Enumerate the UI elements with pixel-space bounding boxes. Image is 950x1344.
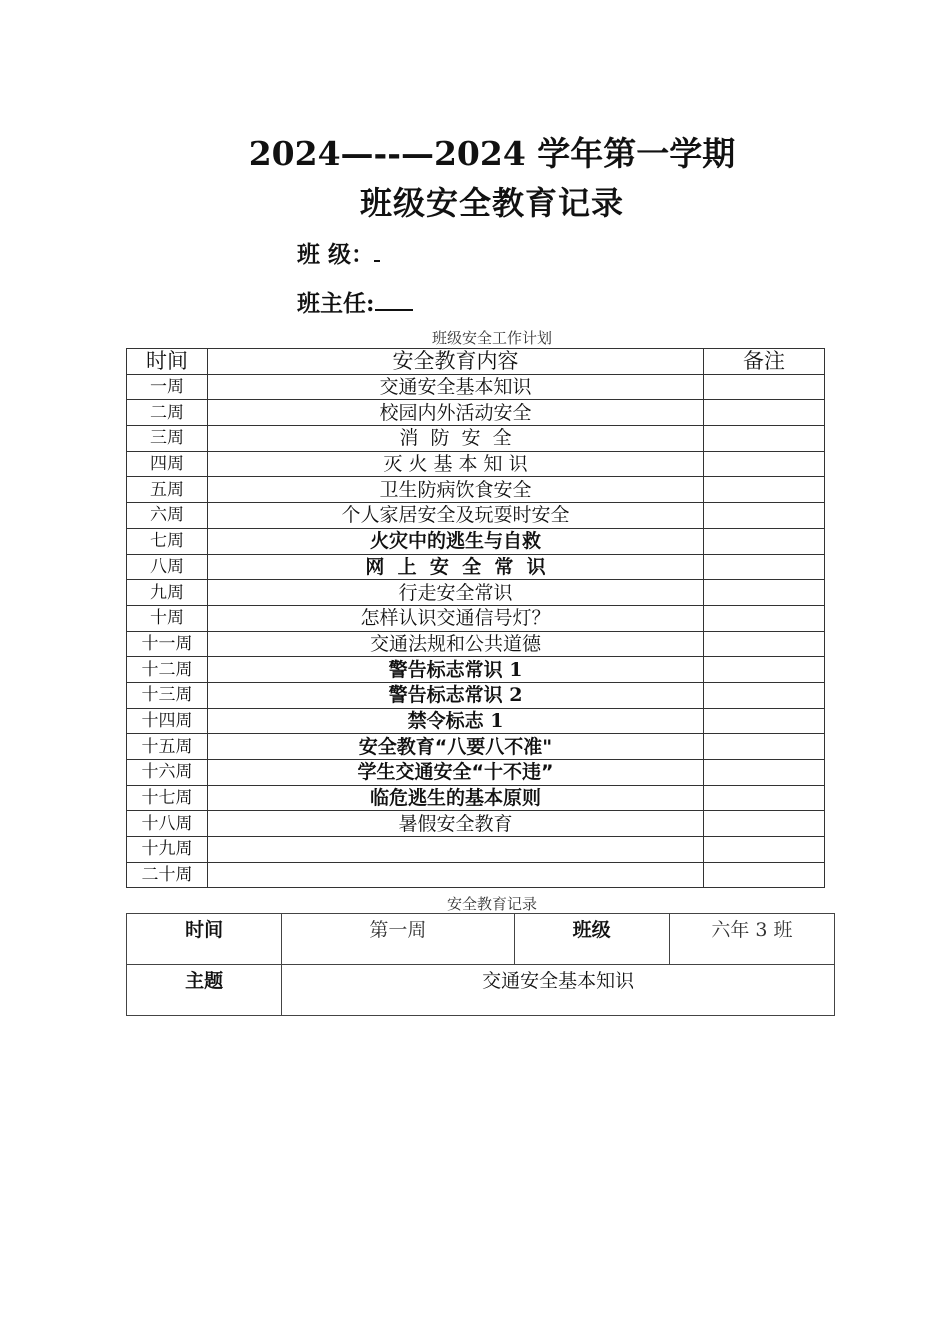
table-row: [127, 554, 825, 580]
week-cell: 九周: [127, 580, 208, 606]
note-cell: [704, 503, 825, 529]
record-row-topic: [127, 965, 835, 1016]
content-cell: [208, 862, 704, 888]
note-cell: [704, 734, 825, 760]
table-row: [127, 734, 825, 760]
document-title: 2024—--—2024 学年第一学期: [248, 134, 736, 173]
time-value: 第一周: [282, 914, 514, 965]
table-row: [127, 837, 825, 863]
table-row: [127, 451, 825, 477]
topic-value: 交通安全基本知识: [282, 965, 835, 1016]
document-subtitle: 班级安全教育记录: [359, 184, 624, 222]
header-time: 时间: [127, 349, 208, 375]
note-cell: [704, 477, 825, 503]
class-field: [297, 236, 380, 269]
table-row: [127, 862, 825, 888]
table-row: [127, 400, 825, 426]
note-cell: [704, 862, 825, 888]
table-row: [127, 811, 825, 837]
content-cell: [208, 837, 704, 863]
content-cell: 卫生防病饮食安全: [208, 477, 704, 503]
table-row: [127, 708, 825, 734]
table-row: [127, 374, 825, 400]
week-cell: 八周: [127, 554, 208, 580]
class-value: 六年 3 班: [669, 914, 834, 965]
note-cell: [704, 785, 825, 811]
class-label-cell: 班级: [514, 914, 669, 965]
safety-plan-table: [126, 348, 825, 888]
time-label: 时间: [127, 914, 282, 965]
table-row: [127, 657, 825, 683]
content-cell: 临危逃生的基本原则: [208, 785, 704, 811]
content-cell: 暑假安全教育: [208, 811, 704, 837]
week-cell: 六周: [127, 503, 208, 529]
week-cell: 二周: [127, 400, 208, 426]
note-cell: [704, 528, 825, 554]
content-cell: 校园内外活动安全: [208, 400, 704, 426]
note-cell: [704, 400, 825, 426]
week-cell: 十周: [127, 605, 208, 631]
class-blank: [374, 242, 380, 262]
table-row: [127, 760, 825, 786]
week-cell: 十八周: [127, 811, 208, 837]
table-row: [127, 682, 825, 708]
table-row: [127, 503, 825, 529]
plan-caption: 班级安全工作计划: [431, 329, 552, 347]
week-cell: 一周: [127, 374, 208, 400]
table-row: [127, 528, 825, 554]
week-cell: 十一周: [127, 631, 208, 657]
note-cell: [704, 811, 825, 837]
note-cell: [704, 682, 825, 708]
week-cell: 七周: [127, 528, 208, 554]
note-cell: [704, 657, 825, 683]
week-cell: 二十周: [127, 862, 208, 888]
note-cell: [704, 708, 825, 734]
table-row: [127, 426, 825, 452]
header-note: 备注: [704, 349, 825, 375]
teacher-field: [297, 285, 413, 318]
week-cell: 十三周: [127, 682, 208, 708]
note-cell: [704, 554, 825, 580]
note-cell: [704, 631, 825, 657]
content-cell: 警告标志常识 1: [208, 657, 704, 683]
table-row: [127, 631, 825, 657]
record-caption: 安全教育记录: [446, 895, 537, 913]
table-row: [127, 580, 825, 606]
note-cell: [704, 426, 825, 452]
week-cell: 十七周: [127, 785, 208, 811]
note-cell: [704, 837, 825, 863]
header-content: 安全教育内容: [208, 349, 704, 375]
week-cell: 十五周: [127, 734, 208, 760]
content-cell: 火灾中的逃生与自救: [208, 528, 704, 554]
content-cell: 交通安全基本知识: [208, 374, 704, 400]
topic-label: 主题: [127, 965, 282, 1016]
week-cell: 十九周: [127, 837, 208, 863]
table-row: [127, 605, 825, 631]
content-cell: 网 上 安 全 常 识: [208, 554, 704, 580]
week-cell: 三周: [127, 426, 208, 452]
note-cell: [704, 374, 825, 400]
teacher-label: 班主任:: [297, 290, 375, 317]
teacher-blank: [375, 289, 413, 311]
record-row-time: [127, 914, 835, 965]
content-cell: 交通法规和公共道德: [208, 631, 704, 657]
note-cell: [704, 605, 825, 631]
education-record-table: [126, 913, 835, 1016]
week-cell: 四周: [127, 451, 208, 477]
content-cell: 灭 火 基 本 知 识: [208, 451, 704, 477]
week-cell: 十四周: [127, 708, 208, 734]
content-cell: 警告标志常识 2: [208, 682, 704, 708]
content-cell: 消 防 安 全: [208, 426, 704, 452]
note-cell: [704, 760, 825, 786]
note-cell: [704, 451, 825, 477]
week-cell: 十六周: [127, 760, 208, 786]
table-row: [127, 785, 825, 811]
content-cell: 行走安全常识: [208, 580, 704, 606]
content-cell: 禁令标志 1: [208, 708, 704, 734]
table-row: [127, 477, 825, 503]
content-cell: 怎样认识交通信号灯？: [208, 605, 704, 631]
content-cell: 学生交通安全“十不违”: [208, 760, 704, 786]
plan-header-row: [127, 349, 825, 375]
week-cell: 十二周: [127, 657, 208, 683]
class-label: 班 级：: [297, 241, 375, 268]
note-cell: [704, 580, 825, 606]
content-cell: 个人家居安全及玩耍时安全: [208, 503, 704, 529]
content-cell: 安全教育“八要八不准": [208, 734, 704, 760]
week-cell: 五周: [127, 477, 208, 503]
